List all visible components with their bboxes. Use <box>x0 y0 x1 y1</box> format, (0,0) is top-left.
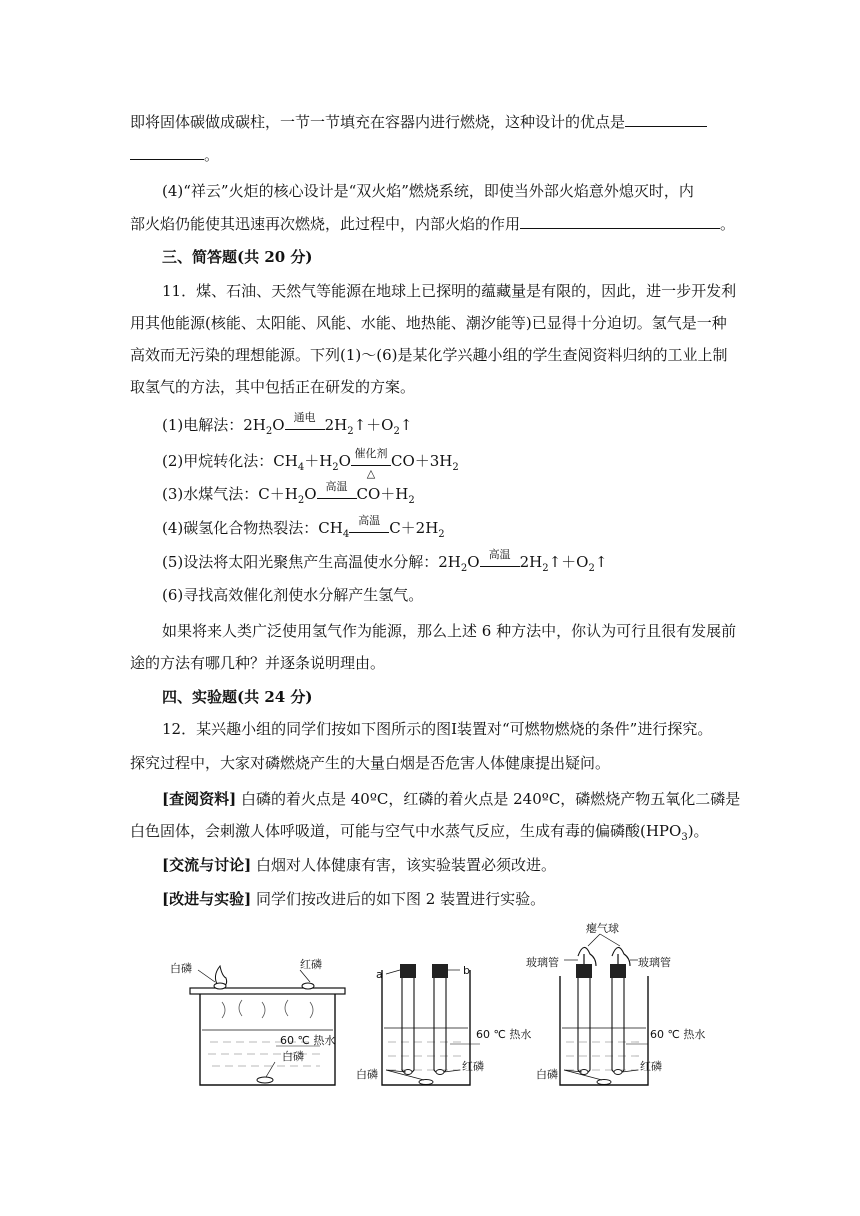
answer-blank[interactable] <box>130 143 204 160</box>
test-tube-left <box>578 978 590 1074</box>
intro-line-1: 即将固体碳做成碳柱，一节一节填充在容器内进行燃烧，这种设计的优点是 <box>130 110 730 133</box>
q11-question-line-2: 途的方法有哪几种？并逐条说明理由。 <box>130 654 386 672</box>
label-hot-water-2: 60 ℃ 热水 <box>476 1028 532 1041</box>
label-red-phosphorus: 红磷 <box>300 958 322 971</box>
figure-3 <box>526 921 705 1085</box>
figure-1 <box>170 957 345 1085</box>
stopper-right <box>610 964 626 978</box>
method-3: (3)水煤气法：$C+H_2O$ 高温 $CO+H_2$ <box>162 480 415 506</box>
test-tube-b <box>434 978 446 1074</box>
section-3-title: 三、简答题(共 20 分) <box>162 248 313 266</box>
label-hot-water: 60 ℃ 热水 <box>280 1034 336 1047</box>
stopper-a <box>400 964 416 978</box>
beaker-2 <box>382 970 470 1085</box>
q12-info-line-1: [查阅资料] 白磷的着火点是 40ºC，红磷的着火点是 240ºC，磷燃烧产物五氧化二磷是 <box>162 790 741 808</box>
balloon-left <box>578 947 596 966</box>
q11-line-3: 高效而无污染的理想能源。下列(1)～(6)是某化学兴趣小组的学生查阅资料归纳的工业上制 <box>130 346 728 364</box>
balloon-right <box>612 947 630 966</box>
q12-discussion: [交流与讨论] 白烟对人体健康有害，该实验装置必须改进。 <box>162 856 556 874</box>
reaction-condition: 高温 <box>317 493 357 499</box>
test-tube-a <box>402 978 414 1074</box>
label-white-phosphorus-3: 白磷 <box>536 1068 558 1081</box>
stopper-left <box>576 964 592 978</box>
label-hot-water-3: 60 ℃ 热水 <box>650 1028 706 1041</box>
label-red-phosphorus-3: 红磷 <box>640 1060 662 1073</box>
intro-line-2: 。 <box>130 143 730 166</box>
method-1: (1)电解法：$2H_2O$ 通电 $2H_2↑+O_2↑$ <box>162 411 413 437</box>
figure-2 <box>356 964 531 1085</box>
label-red-phosphorus-2: 红磷 <box>462 1060 484 1073</box>
q4-line-2: 部火焰仍能使其迅速再次燃烧，此过程中，内部火焰的作用 。 <box>130 212 730 235</box>
experiment-diagram <box>160 920 720 1090</box>
q11-line-1: 11．煤、石油、天然气等能源在地球上已探明的蕴藏量是有限的，因此，进一步开发利 <box>162 282 737 300</box>
q11-question-line-1: 如果将来人类广泛使用氢气作为能源，那么上述 6 种方法中，你认为可行且很有发展前 <box>162 622 737 640</box>
q12-line-1: 12．某兴趣小组的同学们按如下图所示的图Ⅰ装置对“可燃物燃烧的条件”进行探究。 <box>162 720 713 738</box>
method-6: (6)寻找高效催化剂使水分解产生氢气。 <box>162 586 424 604</box>
label-balloon: 瘪气球 <box>586 922 619 935</box>
label-white-phosphorus-top: 白磷 <box>170 962 192 975</box>
label-white-phosphorus-bottom: 白磷 <box>282 1050 304 1063</box>
label-glass-tube-left: 玻璃管 <box>526 956 559 969</box>
method-5: (5)设法将太阳光聚焦产生高温使水分解：$2H_2O$ 高温 $2H_2↑+O_2↑$ <box>162 548 608 574</box>
label-a: a <box>376 968 383 981</box>
reaction-condition: 高温 <box>349 527 389 533</box>
section-4-title: 四、实验题(共 24 分) <box>162 688 313 706</box>
method-4: (4)碳氢化合物热裂法：$CH_4$ 高温 $C+2H_2$ <box>162 514 445 540</box>
method-2: (2)甲烷转化法：$CH_4+H_2O$ 催化剂 △ $CO+3H_2$ <box>162 447 459 480</box>
q4-line-1: (4)“祥云”火炬的核心设计是“双火焰”燃烧系统，即使当外部火焰意外熄灭时，内 <box>162 182 694 200</box>
test-tube-right <box>612 978 624 1074</box>
reaction-condition: 高温 <box>480 561 520 567</box>
label-b: b <box>463 964 470 977</box>
label-white-phosphorus-2: 白磷 <box>356 1068 378 1081</box>
q12-line-2: 探究过程中，大家对磷燃烧产生的大量白烟是否危害人体健康提出疑问。 <box>130 754 611 772</box>
q12-info-line-2: 白色固体，会刺激人体呼吸道，可能与空气中水蒸气反应，生成有毒的偏磷酸$(HPO_3)$。 <box>130 822 709 843</box>
stopper-b <box>432 964 448 978</box>
label-glass-tube-right: 玻璃管 <box>638 956 671 969</box>
answer-blank[interactable] <box>520 212 720 229</box>
q11-line-4: 取氢气的方法，其中包括正在研发的方案。 <box>130 378 416 396</box>
q12-improvement: [改进与实验] 同学们按改进后的如下图 2 装置进行实验。 <box>162 890 546 908</box>
q11-line-2: 用其他能源(核能、太阳能、风能、水能、地热能、潮汐能等)已显得十分迫切。氢气是一种 <box>130 314 727 332</box>
beaker-3 <box>560 976 648 1085</box>
reaction-condition: 通电 <box>285 424 325 430</box>
experiment-figure <box>160 920 720 1090</box>
answer-blank[interactable] <box>625 110 707 127</box>
copper-plate <box>190 988 345 994</box>
reaction-condition: 催化剂 △ <box>351 460 391 466</box>
